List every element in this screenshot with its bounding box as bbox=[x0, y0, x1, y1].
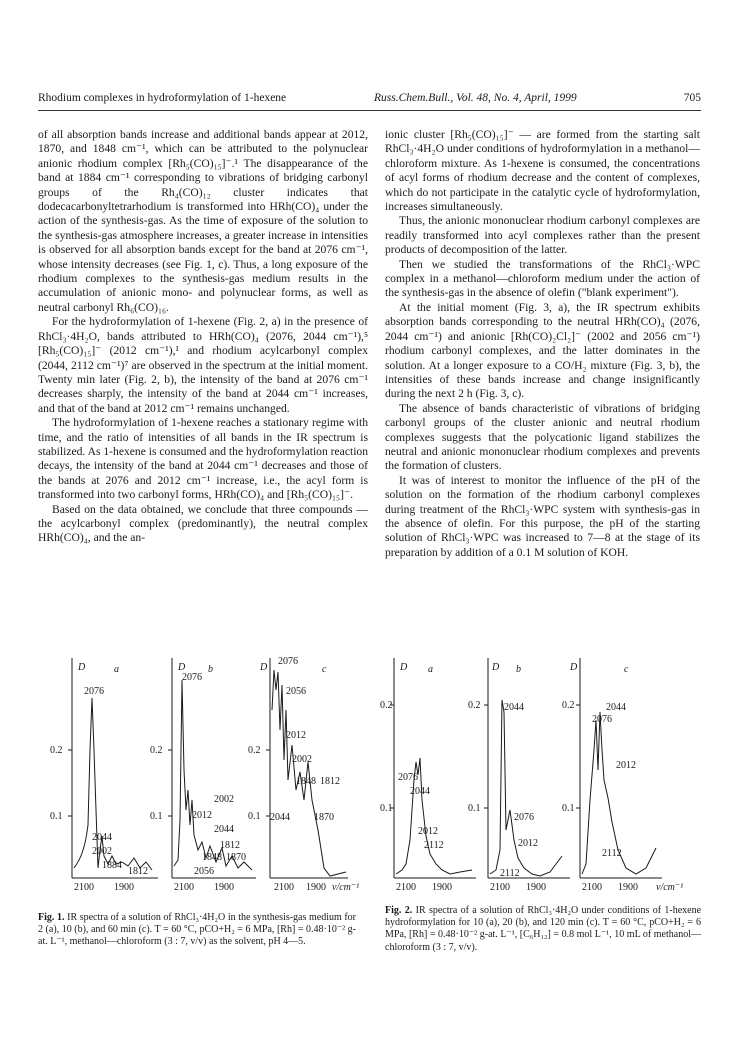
peak-label: 1848 bbox=[296, 776, 316, 787]
caption-label: Fig. 1. bbox=[38, 912, 65, 923]
peak-label: 1884 bbox=[102, 860, 122, 871]
peak-label: 2044 bbox=[270, 812, 290, 823]
peak-label: 1870 bbox=[314, 812, 334, 823]
paragraph: of all absorption bands increase and additional bands appear at 2012, 1870, and 1848 cm⁻¹, which can be attributed to the polynuclear anionic rhodium complex [Rh₅(CO)₁₅]⁻.¹ The disappearance of the band at 1884 cm⁻¹ corresponding to vibrations of bridging carbonyl groups of the Rh₄(CO)₁₂ cluster indicates that dodecacarbonyltetrarhodium is transformed into HRh(CO)₄ under the action of the synthesis-gas. As the time of exposure of the solution to the synthesis-gas atmosphere increases, a greater increase in intensities is observed for all absorption bands except for the band at 2076 cm⁻¹, whose intensity decreases (see Fig. 1, c). Thus, a long exposure of the rhodium complexes to the synthesis-gas medium results in the accumulation of anionic mono- and polynuclear forms, as well as neutral carbonyl Rh₆(CO)₁₆. bbox=[38, 128, 368, 314]
y-tick: 0.1 bbox=[248, 811, 261, 822]
figure-1 bbox=[30, 650, 360, 890]
paragraph: For the hydroformylation of 1-hexene (Fig. 2, a) in the presence of RhCl₃·4H₂O, bands attributed to HRh(CO)₄ (2076, 2044 cm⁻¹),⁵ [Rh₅(CO)₁₅]⁻ (2012 cm⁻¹),¹ and rhodium acylcarbonyl complex (2044, 2112 cm⁻¹)⁷ are observed in the spectrum at the initial moment. Twenty min later (Fig. 2, b), the intensity of the band at 2076 cm⁻¹ decreases sharply, the intensity of the band at 2044 cm⁻¹ increases, and that of the band at 2012 cm⁻¹ remains unchanged. bbox=[38, 315, 368, 415]
caption-label: Fig. 2. bbox=[385, 905, 413, 916]
x-tick: 2100 bbox=[74, 882, 94, 890]
x-tick: 2100 bbox=[396, 882, 416, 890]
peak-label: 2012 bbox=[418, 826, 438, 837]
x-unit: v/cm⁻¹ bbox=[656, 882, 684, 890]
peak-label: 2076 bbox=[182, 672, 202, 683]
y-tick: 0.2 bbox=[562, 700, 575, 711]
panel-letter: c bbox=[322, 664, 327, 675]
peak-label: 1812 bbox=[320, 776, 340, 787]
spectrum-line bbox=[74, 698, 152, 870]
running-header bbox=[38, 92, 701, 111]
caption-text: IR spectra of a solution of RhCl₃·4H₂O in the synthesis-gas medium for 2 (a), 10 (b), and 60 min (c). T = 60 °C, pCO+H₂ = 6 MPa, [Rh] = 0.48·10⁻² g-at. L⁻¹, methanol—chloroform (3 : 7, v/v) as the solvent, pH 4—5. bbox=[38, 912, 357, 948]
peak-label: 2044 bbox=[410, 786, 430, 797]
peak-label: 2076 bbox=[592, 714, 612, 725]
peak-label: 2044 bbox=[214, 824, 234, 835]
x-tick: 1900 bbox=[306, 882, 326, 890]
left-column bbox=[38, 128, 368, 546]
x-tick: 2100 bbox=[274, 882, 294, 890]
peak-label: 1812 bbox=[220, 840, 240, 851]
axis-d-label: D bbox=[400, 662, 408, 673]
peak-label: 2056 bbox=[286, 686, 306, 697]
y-tick: 0.2 bbox=[50, 745, 63, 756]
x-unit: v/cm⁻¹ bbox=[332, 882, 360, 890]
peak-label: 2112 bbox=[500, 868, 520, 879]
y-tick: 0.1 bbox=[150, 811, 163, 822]
peak-label: 1870 bbox=[226, 852, 246, 863]
page-number: 705 bbox=[683, 92, 701, 104]
y-tick: 0.2 bbox=[468, 700, 481, 711]
x-tick: 1900 bbox=[114, 882, 134, 890]
peak-label: 2056 bbox=[194, 866, 214, 877]
panel-letter: a bbox=[428, 664, 433, 675]
y-tick: 0.2 bbox=[380, 700, 393, 711]
paragraph: ionic cluster [Rh₅(CO)₁₅]⁻ — are formed from the starting salt RhCl₃·4H₂O under conditions of hydroformylation in a methanol—chloroform mixture. As 1-hexene is consumed, the concentrations of acyl forms of rhodium decrease and the content of complexes, which do not participate in the catalytic cycle of hydroformylation, increases simultaneously. bbox=[385, 128, 700, 214]
peak-label: 2112 bbox=[602, 848, 622, 859]
peak-label: 1812 bbox=[128, 866, 148, 877]
panel-letter: b bbox=[208, 664, 213, 675]
paragraph: The absence of bands characteristic of vibrations of bridging carbonyl groups of the cluster anionic and neutral rhodium complexes suggests that the polycationic ligand stabilizes the neutral and anionic mononuclear rhodium complexes and prevents the formation of clusters. bbox=[385, 401, 700, 473]
axis-d-label: D bbox=[78, 662, 86, 673]
peak-label: 2044 bbox=[504, 702, 524, 713]
peak-label: 2002 bbox=[292, 754, 312, 765]
right-column bbox=[385, 128, 700, 560]
header-journal: Russ.Chem.Bull., Vol. 48, No. 4, April, 1999 bbox=[374, 92, 577, 104]
panel-letter: b bbox=[516, 664, 521, 675]
peak-label: 2012 bbox=[192, 810, 212, 821]
peak-label: 2002 bbox=[214, 794, 234, 805]
paragraph: Then we studied the transformations of the RhCl₃·WPC complex in a methanol—chloroform medium under the action of the synthesis-gas in the absence of olefin ("blank experiment"). bbox=[385, 257, 700, 300]
figure-1-caption bbox=[38, 912, 356, 949]
y-tick: 0.2 bbox=[150, 745, 163, 756]
spectrum-line bbox=[490, 700, 562, 876]
paragraph: The hydroformylation of 1-hexene reaches a stationary regime with time, and the ratio of intensities of all bands in the IR spectrum is stabilized. As 1-hexene is consumed and the hydroformylation reaction decays, the intensity of the band at 2044 cm⁻¹ decreases and those of the bands at 2076 and 2012 cm⁻¹ increase, i.e., the acyl form is transformed into two carbonyl forms, HRh(CO)₄ and [Rh₅(CO)₁₅]⁻. bbox=[38, 416, 369, 502]
peak-label: 2012 bbox=[616, 760, 636, 771]
y-tick: 0.2 bbox=[248, 745, 261, 756]
axis-d-label: D bbox=[178, 662, 186, 673]
peak-label: 2076 bbox=[278, 656, 298, 667]
x-tick: 1900 bbox=[526, 882, 546, 890]
spectrum-line bbox=[272, 670, 346, 876]
figure-1-spectra bbox=[30, 650, 360, 890]
peak-label: 2076 bbox=[398, 772, 418, 783]
paragraph: It was of interest to monitor the influence of the pH of the solution on the formation of the rhodium carbonyl complexes during treatment of the RhCl₃·WPC system with synthesis-gas in the absence of olefin. For this purpose, the pH of the starting solution of RhCl₃·WPC was increased to 7—8 at the stage of its preparation by addition of a 0.1 M solution of KOH. bbox=[385, 473, 700, 559]
x-tick: 1900 bbox=[432, 882, 452, 890]
peak-label: 2044 bbox=[606, 702, 626, 713]
y-tick: 0.1 bbox=[50, 811, 63, 822]
x-tick: 2100 bbox=[174, 882, 194, 890]
header-title: Rhodium complexes in hydroformylation of 1-hexene bbox=[38, 92, 287, 104]
panel-letter: a bbox=[114, 664, 119, 675]
caption-text: IR spectra of a solution of RhCl₃·4H₂O under conditions of 1-hexene hydroformylation for 10 (a), 20 (b), and 120 min (c). T = 60 °C, pCO+H₂ = 6 MPa, [Rh] = 0.48·10⁻² g-at. L⁻¹, [C₆H₁₂] = 0.8 mol L⁻¹, 10 mL of methanol—chloroform (3 : 7, v/v). bbox=[385, 905, 702, 953]
figure-2-spectra bbox=[380, 650, 710, 890]
spectrum-line bbox=[174, 680, 252, 870]
peak-label: 2076 bbox=[514, 812, 534, 823]
peak-label: 2044 bbox=[92, 832, 112, 843]
peak-label: 2012 bbox=[518, 838, 538, 849]
panel-letter: c bbox=[624, 664, 629, 675]
peak-label: 2112 bbox=[424, 840, 444, 851]
figure-2-caption bbox=[385, 905, 701, 954]
x-tick: 1900 bbox=[618, 882, 638, 890]
peak-label: 2012 bbox=[286, 730, 306, 741]
peak-label: 2076 bbox=[84, 686, 104, 697]
axis-d-label: D bbox=[260, 662, 268, 673]
figure-2 bbox=[380, 650, 710, 890]
y-tick: 0.1 bbox=[380, 803, 393, 814]
x-tick: 2100 bbox=[490, 882, 510, 890]
axis-d-label: D bbox=[570, 662, 578, 673]
paragraph: Based on the data obtained, we conclude that three compounds — the acylcarbonyl complex (predominantly), the neutral complex HRh(CO)₄, and the an- bbox=[38, 502, 368, 545]
axis-d-label: D bbox=[492, 662, 500, 673]
y-tick: 0.1 bbox=[468, 803, 481, 814]
peak-label: 2002 bbox=[92, 846, 112, 857]
y-tick: 0.1 bbox=[562, 803, 575, 814]
x-tick: 2100 bbox=[582, 882, 602, 890]
x-tick: 1900 bbox=[214, 882, 234, 890]
paragraph: At the initial moment (Fig. 3, a), the IR spectrum exhibits absorption bands corresponding to the neutral HRh(CO)₄ (2076, 2044 cm⁻¹) and anionic [Rh(CO)₂Cl₂]⁻ (2002 and 2056 cm⁻¹) rhodium carbonyl complexes, and the latter dominates in the solution. At a longer exposure to a CO/H₂ mixture (Fig. 3, b), the intensities of these bands increase and change insignificantly during the next 2 h (Fig. 3, c). bbox=[385, 300, 700, 401]
paragraph: Thus, the anionic mononuclear rhodium carbonyl complexes are readily transformed into acyl complexes rather than the present products of decomposition of the latter. bbox=[385, 214, 700, 257]
peak-label: 1848 bbox=[202, 852, 222, 863]
